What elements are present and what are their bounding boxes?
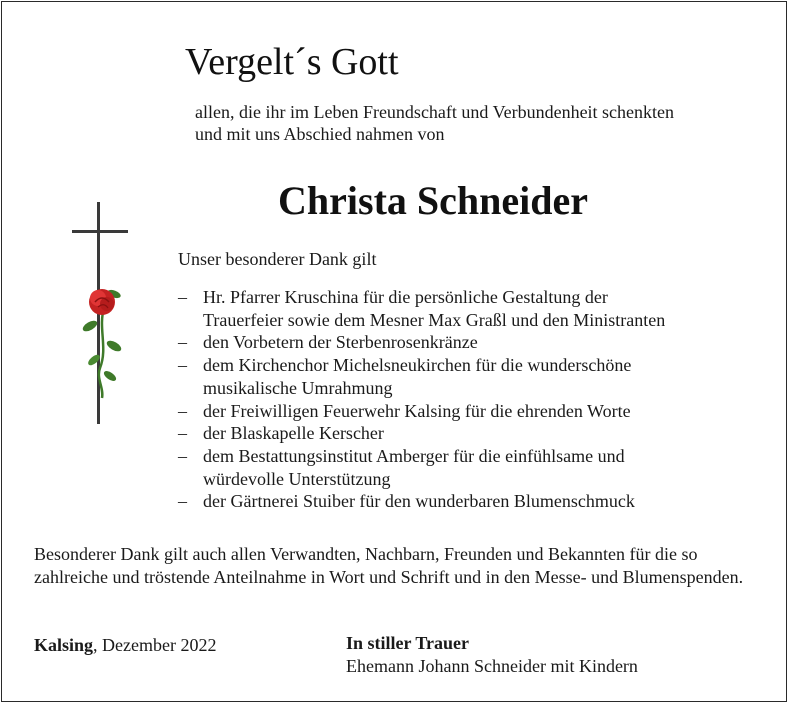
date: , Dezember 2022 — [93, 635, 217, 655]
list-item-line: – dem Kirchenchor Michelsneukirchen für die wunderschöne — [203, 355, 632, 376]
list-item-line: musikalische Umrahmung — [203, 377, 393, 398]
rose-leaf — [105, 339, 123, 354]
heading: Vergelt´s Gott — [185, 41, 399, 83]
list-item-line: – der Freiwilligen Feuerwehr Kalsing für die ehrenden Worte — [203, 400, 631, 421]
list-item — [178, 286, 665, 331]
list-item — [178, 331, 665, 354]
list-item — [178, 422, 665, 445]
list-item-line: – der Blaskapelle Kerscher — [203, 423, 384, 444]
intro-text — [195, 101, 674, 145]
deceased-name: Christa Schneider — [278, 178, 588, 223]
list-item-line: – Hr. Pfarrer Kruschina für die persönliche Gestaltung der — [203, 287, 608, 307]
thanks-intro: Unser besonderer Dank gilt — [178, 249, 377, 269]
signature-names: Ehemann Johann Schneider mit Kindern — [346, 656, 638, 676]
list-item — [178, 445, 665, 490]
thanks-list — [178, 286, 665, 513]
list-item-line: – den Vorbetern der Sterbenrosenkränze — [203, 332, 478, 353]
intro-line: allen, die ihr im Leben Freundschaft und Verbundenheit schenkten — [195, 102, 675, 122]
list-item-line: Trauerfeier sowie dem Mesner Max Graßl und den Ministranten — [203, 309, 666, 330]
list-item-line: würdevolle Unterstützung — [203, 468, 391, 489]
intro-line: und mit uns Abschied nahmen von — [195, 124, 445, 144]
list-item — [178, 400, 665, 423]
list-item — [178, 354, 665, 399]
signature-lead: In stiller Trauer — [346, 633, 469, 653]
cross-beam — [72, 230, 128, 233]
rose-bloom — [89, 289, 115, 315]
signature — [346, 632, 638, 678]
place-date — [34, 634, 216, 656]
place: Kalsing — [34, 635, 94, 655]
closing-paragraph: Besonderer Dank gilt auch allen Verwandten, Nachbarn, Freunden und Bekannten für die so zahlreiche und tröstende Anteilnahme in Wort und Schrift und in den Messe- und Blumenspenden. — [34, 544, 744, 587]
rose-leaf — [102, 369, 117, 383]
cross-with-rose-icon — [60, 198, 140, 428]
list-item — [178, 490, 665, 513]
rose-leaf — [81, 319, 99, 334]
list-item-line: – dem Bestattungsinstitut Amberger für die einfühlsame und — [203, 445, 625, 466]
list-item-line: – der Gärtnerei Stuiber für den wunderbaren Blumenschmuck — [203, 491, 635, 512]
